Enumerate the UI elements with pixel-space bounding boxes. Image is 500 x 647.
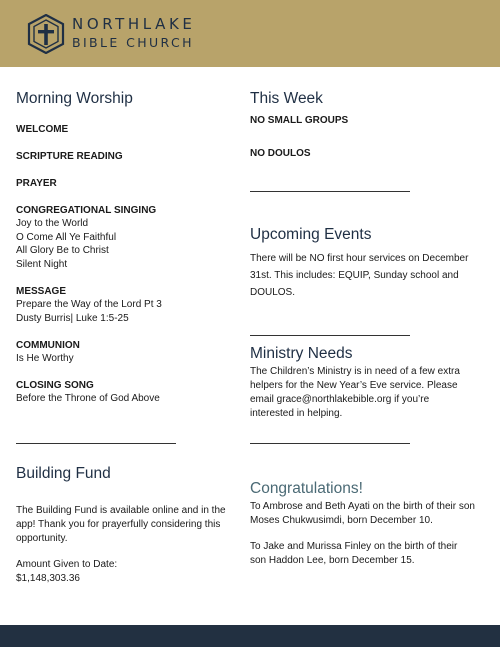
congratulations-text: To Ambrose and Beth Ayati on the birth of their son Moses Chukwusimdi, born December 10.: [250, 501, 475, 526]
communion-song: Is He Worthy: [16, 353, 74, 364]
song-item: Joy to the World: [16, 218, 89, 229]
scripture-item: SCRIPTURE READING: [16, 151, 123, 162]
upcoming-events-title: Upcoming Events: [250, 226, 372, 243]
building-fund-title: Building Fund: [16, 465, 111, 482]
ministry-needs-title: Ministry Needs: [250, 345, 353, 362]
singing-title: CONGREGATIONAL SINGING: [16, 205, 157, 216]
this-week-title: This Week: [250, 90, 323, 107]
org-name-line2: BIBLE CHURCH: [72, 35, 194, 50]
building-fund-text: The Building Fund is available online and in the app! Thank you for prayerfully considering this opportunity.: [16, 505, 226, 544]
upcoming-events-text: There will be NO first hour services on December 31st. This includes: EQUIP, Sunday school and DOULOS.: [250, 253, 469, 298]
morning-worship-title: Morning Worship: [16, 90, 133, 107]
amount-value: $1,148,303.36: [16, 573, 80, 584]
org-name-line1: NORTHLAKE: [72, 15, 196, 33]
closing-title: CLOSING SONG: [16, 380, 94, 391]
ministry-needs-text: The Children’s Ministry is in need of a few extra helpers for the New Year’s Eve service. Please email grace@northlakebible.org if you’re interested in helping.: [250, 366, 460, 419]
header-banner: [0, 0, 500, 67]
divider: [250, 335, 410, 336]
divider: [250, 443, 410, 444]
song-item: Silent Night: [16, 259, 68, 270]
this-week-item: NO SMALL GROUPS: [250, 115, 349, 126]
amount-label: Amount Given to Date:: [16, 559, 118, 570]
song-item: All Glory Be to Christ: [16, 245, 109, 256]
cross-shield-icon: [27, 14, 65, 54]
communion-title: COMMUNION: [16, 340, 80, 351]
prayer-item: PRAYER: [16, 178, 57, 189]
divider: [250, 191, 410, 192]
congratulations-text: To Jake and Murissa Finley on the birth of their son Haddon Lee, born December 15.: [250, 541, 458, 566]
welcome-item: WELCOME: [16, 124, 69, 135]
closing-song: Before the Throne of God Above: [16, 393, 160, 404]
this-week-item: NO DOULOS: [250, 148, 311, 159]
message-line: Prepare the Way of the Lord Pt 3: [16, 299, 162, 310]
footer-bar: [0, 625, 500, 647]
message-title: MESSAGE: [16, 286, 67, 297]
message-line: Dusty Burris| Luke 1:5-25: [16, 313, 129, 324]
divider: [16, 443, 176, 444]
song-item: O Come All Ye Faithful: [16, 232, 117, 243]
congratulations-title: Congratulations!: [250, 480, 363, 497]
